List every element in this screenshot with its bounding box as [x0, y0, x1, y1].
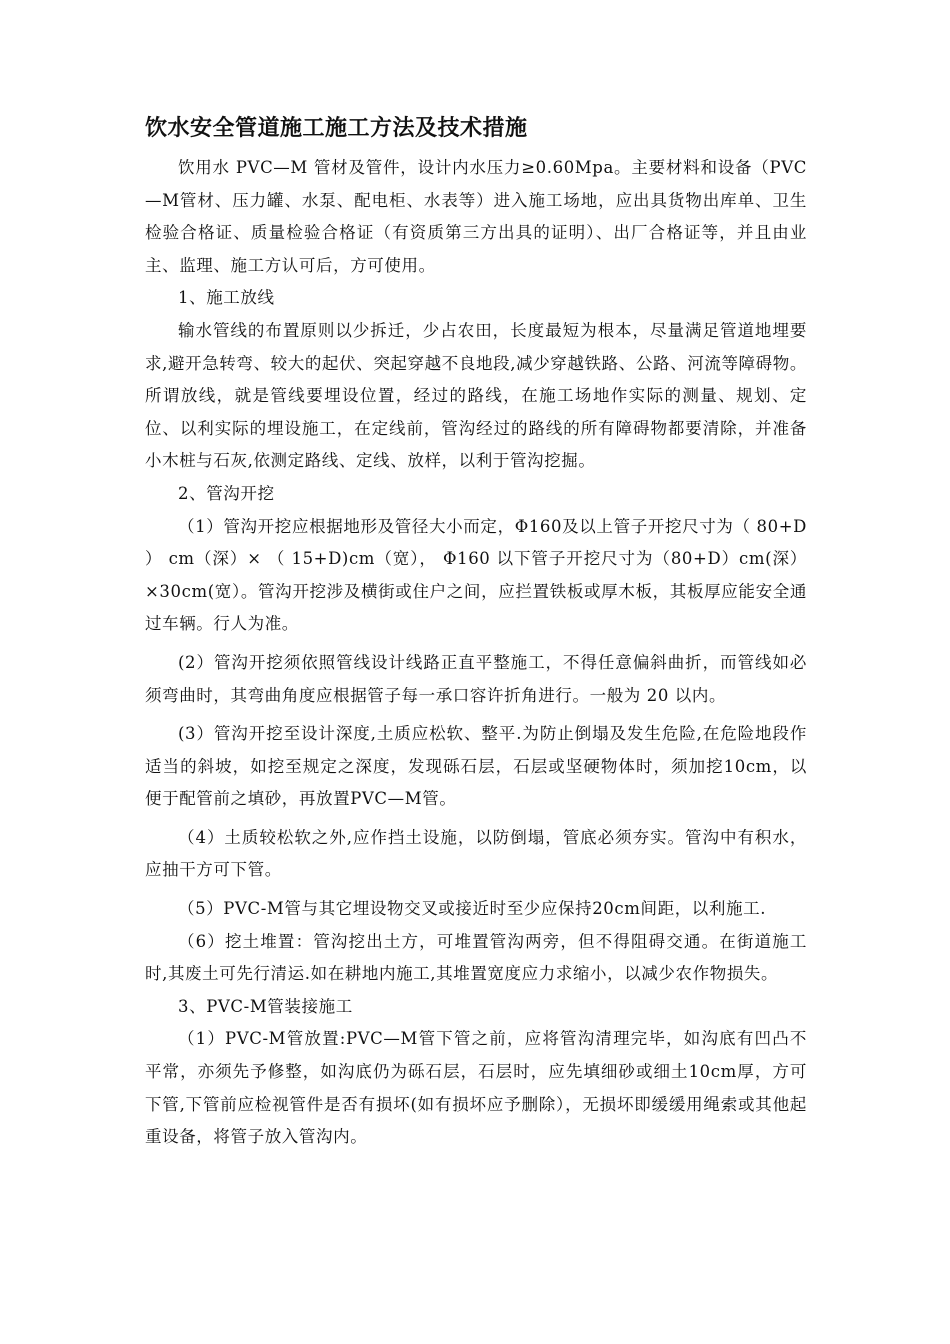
section-2-item-6: （6）挖土堆置：管沟挖出土方，可堆置管沟两旁，但不得阻碍交通。在街道施工时,其废土可先行清运.如在耕地内施工,其堆置宽度应力求缩小，以减少农作物损失。 — [145, 931, 807, 984]
section-2-item-4: （4）土质较松软之外,应作挡土设施，以防倒塌，管底必须夯实。管沟中有积水，应抽干方可下管。 — [145, 827, 807, 880]
section-3-item-1: （1）PVC-M管放置:PVC—M管下管之前，应将管沟清理完毕，如沟底有凹凸不平常，亦须先予修整，如沟底仍为砾石层，石层时，应先填细砂或细土10cm厚，方可下管,下管前应检视管件是否有损坏(如有损坏应予删除），无损坏即缓缓用绳索或其他起重设备，将管子放入管沟内。 — [145, 1029, 807, 1147]
section-2-item-2: (2）管沟开挖须依照管线设计线路正直平整施工，不得任意偏斜曲折，而管线如必须弯曲时，其弯曲角度应根据管子每一承口容许折角进行。一般为 20 以内。 — [145, 652, 807, 705]
section-2-heading: 2、管沟开挖 — [178, 483, 275, 503]
intro-paragraph: 饮用水 PVC—M 管材及管件，设计内水压力≥0.60Mpa。主要材料和设备（PVC—M管材、压力罐、水泵、配电柜、水表等）进入施工场地，应出具货物出库单、卫生检验合格证、质量检验合格证（有资质第三方出具的证明）、出厂合格证等，并且由业主、监理、施工方认可后，方可使用。 — [145, 158, 807, 275]
section-2-item-1: （1）管沟开挖应根据地形及管径大小而定，Φ160及以上管子开挖尺寸为（ 80+D ） cm（深）× （ 15+D)cm（宽）， Φ160 以下管子开挖尺寸为（80+D）cm(深）×30cm(宽）。管沟开挖涉及横街或住户之间，应拦置铁板或厚木板，其板厚应能安全通过车辆。行人为准。 — [145, 516, 807, 634]
section-2-item-5: （5）PVC-M管与其它埋设物交叉或接近时至少应保持20cm间距，以利施工. — [178, 899, 767, 919]
document-title: 饮水安全管道施工施工方法及技术措施 — [145, 115, 528, 141]
document-page — [145, 110, 807, 1154]
section-3-heading: 3、PVC-M管装接施工 — [178, 996, 353, 1016]
section-2-item-3: (3）管沟开挖至设计深度,土质应松软、整平.为防止倒塌及发生危险,在危险地段作适当的斜坡，如挖至规定之深度，发现砾石层，石层或坚硬物体时，须加挖10cm，以便于配管前之填砂，再放置PVC—M管。 — [145, 724, 807, 809]
section-1-paragraph: 输水管线的布置原则以少拆迁，少占农田，长度最短为根本，尽量满足管道地埋要求,避开急转弯、较大的起伏、突起穿越不良地段,减少穿越铁路、公路、河流等障碍物。所谓放线，就是管线要埋设位置，经过的路线，在施工场地作实际的测量、规划、定位、以利实际的埋设施工，在定线前，管沟经过的路线的所有障碍物都要清除，并准备小木桩与石灰,依测定路线、定线、放样，以利于管沟挖掘。 — [145, 320, 807, 471]
section-1-heading: 1、施工放线 — [178, 288, 275, 308]
